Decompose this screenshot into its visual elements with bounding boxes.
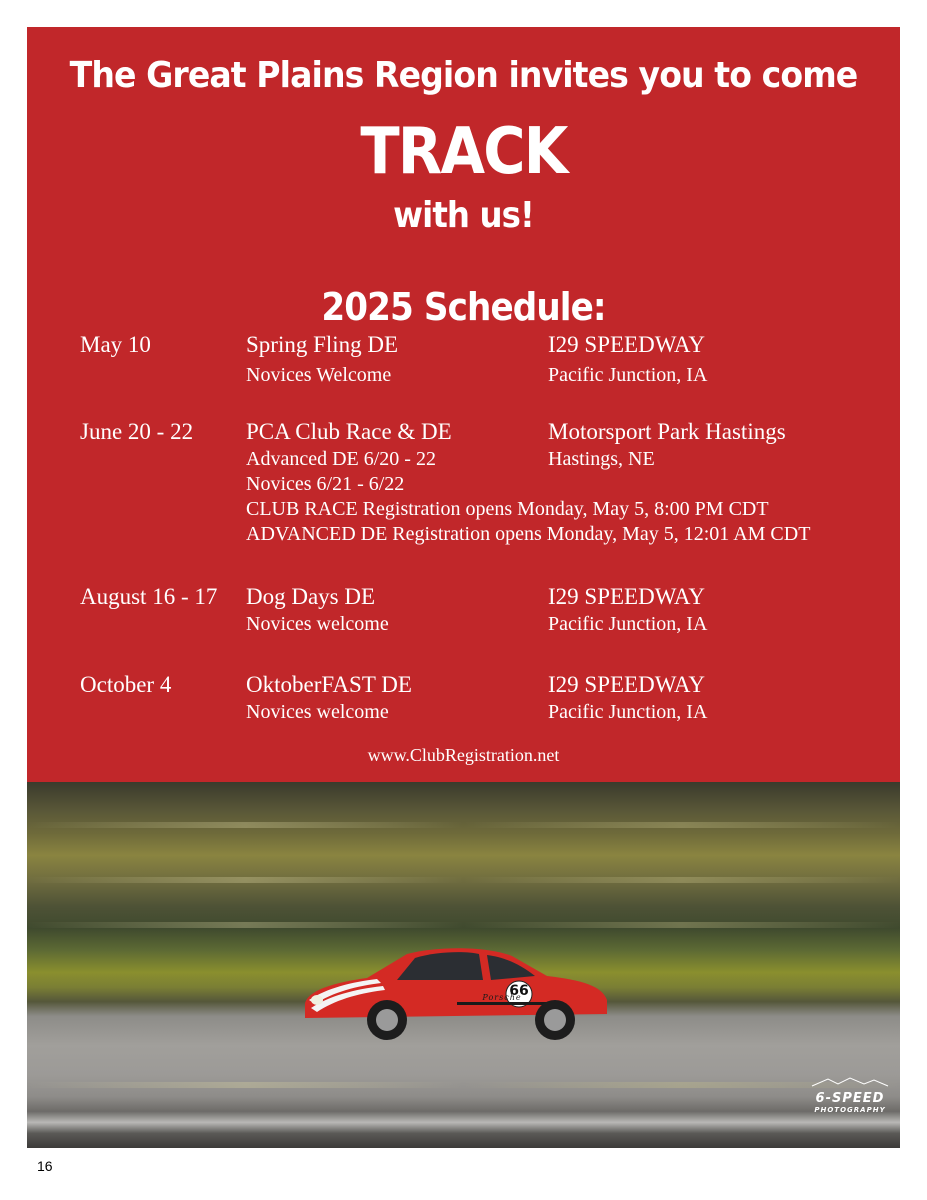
event-name: Dog Days DE xyxy=(246,584,376,609)
event-location: Hastings, NE xyxy=(548,448,655,470)
event-registration-note: CLUB RACE Registration opens Monday, May 5, 8:00 PM CDT xyxy=(246,498,769,520)
event-note: Novices welcome xyxy=(246,701,389,723)
event-location: Pacific Junction, IA xyxy=(548,364,708,386)
event-location: Pacific Junction, IA xyxy=(548,613,708,635)
event-note: Novices welcome xyxy=(246,613,389,635)
event-venue: Motorsport Park Hastings xyxy=(548,419,786,444)
event-date: October 4 xyxy=(80,672,172,697)
event-location: Pacific Junction, IA xyxy=(548,701,708,723)
event-note: Novices 6/21 - 6/22 xyxy=(246,473,405,495)
event-venue: I29 SPEEDWAY xyxy=(548,584,705,609)
event-venue: I29 SPEEDWAY xyxy=(548,672,705,697)
event-name: PCA Club Race & DE xyxy=(246,419,452,444)
motion-blur-streak xyxy=(27,922,900,928)
event-note: Novices Welcome xyxy=(246,364,392,386)
event-date: May 10 xyxy=(80,332,151,357)
event-registration-note: ADVANCED DE Registration opens Monday, May 5, 12:01 AM CDT xyxy=(246,523,811,545)
event-name: Spring Fling DE xyxy=(246,332,399,357)
motion-blur-streak xyxy=(27,1082,900,1088)
headline-invite: The Great Plains Region invites you to come xyxy=(69,55,858,96)
event-note: Advanced DE 6/20 - 22 xyxy=(246,448,436,470)
event-flyer-panel xyxy=(27,27,900,782)
website-link[interactable]: www.ClubRegistration.net xyxy=(367,745,560,765)
schedule-title: 2025 Schedule: xyxy=(321,285,606,329)
event-venue: I29 SPEEDWAY xyxy=(548,332,705,357)
logo-text: 6-SPEED xyxy=(815,1091,885,1106)
mountain-icon xyxy=(810,1077,890,1087)
logo-subtext: PHOTOGRAPHY xyxy=(814,1106,886,1114)
photographer-logo xyxy=(805,1072,895,1114)
event-name: OktoberFAST DE xyxy=(246,672,412,697)
car-number: 66 xyxy=(509,983,529,999)
page-number: 16 xyxy=(37,1158,53,1174)
race-car-photo xyxy=(27,782,900,1148)
motion-blur-streak xyxy=(27,877,900,883)
event-date: June 20 - 22 xyxy=(80,419,194,444)
headline-with-us: with us! xyxy=(393,195,534,236)
motion-blur-streak xyxy=(27,822,900,828)
event-date: August 16 - 17 xyxy=(80,584,218,609)
car-side-script: Porsche xyxy=(482,993,522,1002)
headline-track: TRACK xyxy=(360,115,567,189)
